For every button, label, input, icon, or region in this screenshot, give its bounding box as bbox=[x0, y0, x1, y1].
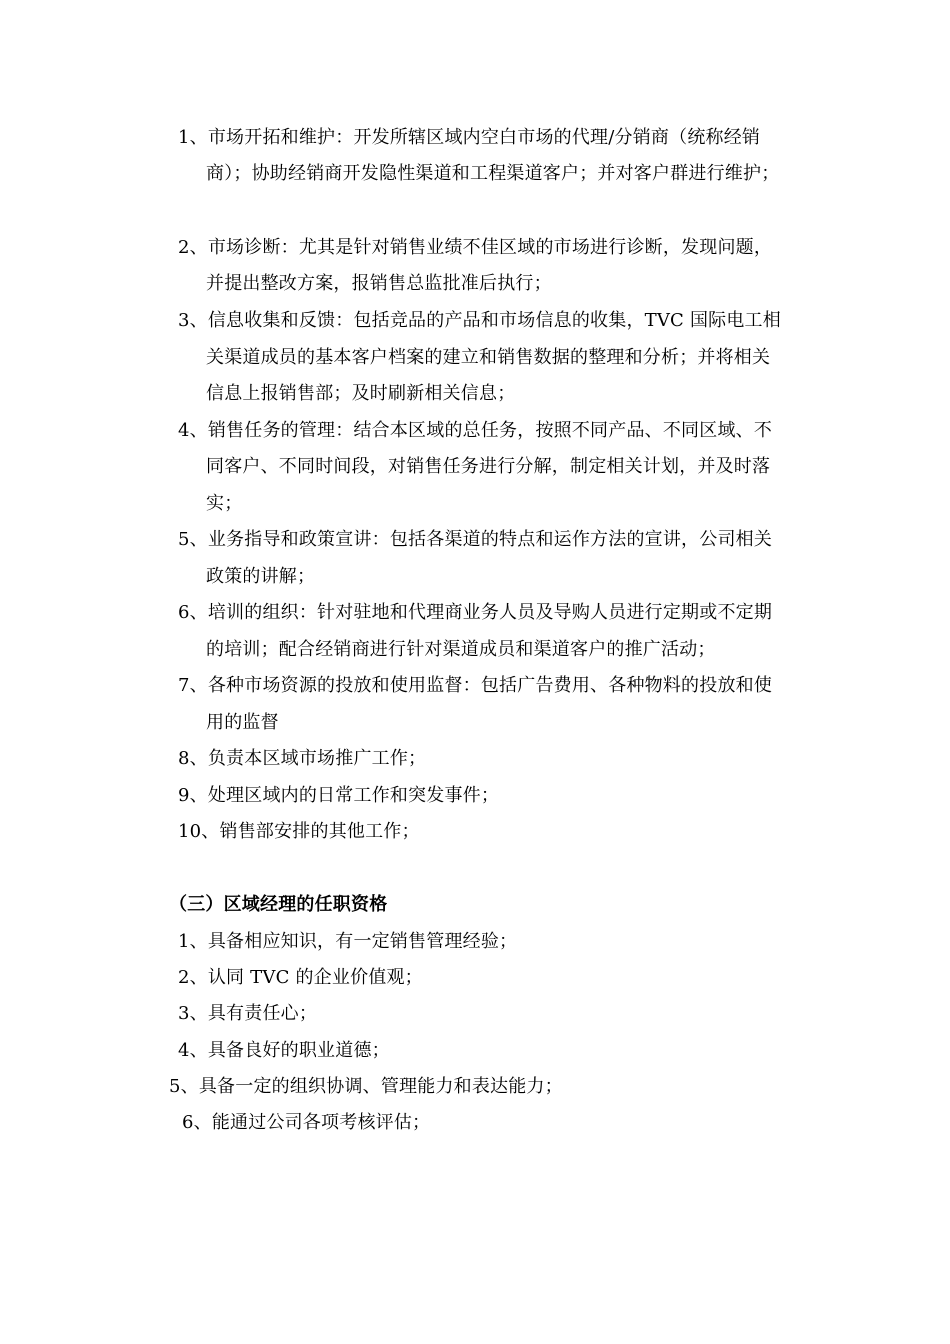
duty-3-line-2: 关渠道成员的基本客户档案的建立和销售数据的整理和分析；并将相关 bbox=[206, 347, 771, 368]
duty-2-line-2: 并提出整改方案，报销售总监批准后执行； bbox=[206, 273, 552, 294]
qualification-5: 5、具备一定的组织协调、管理能力和表达能力； bbox=[169, 1076, 563, 1097]
duty-4-line-1: 4、销售任务的管理：结合本区域的总任务，按照不同产品、不同区域、不 bbox=[178, 420, 773, 441]
duty-1-line-1: 1、市场开拓和维护：开发所辖区域内空白市场的代理/分销商（统称经销 bbox=[178, 127, 761, 148]
duty-1-line-2: 商）；协助经销商开发隐性渠道和工程渠道客户；并对客户群进行维护； bbox=[206, 163, 780, 184]
duty-3-line-3: 信息上报销售部；及时刷新相关信息； bbox=[206, 383, 516, 404]
duty-4-line-3: 实； bbox=[206, 493, 243, 514]
qualification-2: 2、认同 TVC 的企业价值观； bbox=[178, 967, 423, 988]
duty-6-line-2: 的培训；配合经销商进行针对渠道成员和渠道客户的推广活动； bbox=[206, 639, 716, 660]
duty-2-line-1: 2、市场诊断：尤其是针对销售业绩不佳区域的市场进行诊断，发现问题， bbox=[178, 237, 773, 258]
qualification-3: 3、具有责任心； bbox=[178, 1003, 318, 1024]
duty-5-line-2: 政策的讲解； bbox=[206, 566, 316, 587]
duty-8: 8、负责本区域市场推广工作； bbox=[178, 748, 427, 769]
duty-5-line-1: 5、业务指导和政策宣讲：包括各渠道的特点和运作方法的宣讲，公司相关 bbox=[178, 529, 773, 550]
qualification-4: 4、具备良好的职业道德； bbox=[178, 1040, 390, 1061]
qualification-1: 1、具备相应知识，有一定销售管理经验； bbox=[178, 931, 518, 952]
duty-3-line-1: 3、信息收集和反馈：包括竞品的产品和市场信息的收集，TVC 国际电工相 bbox=[178, 310, 781, 331]
duty-9: 9、处理区域内的日常工作和突发事件； bbox=[178, 785, 500, 806]
qualification-6: 6、能通过公司各项考核评估； bbox=[182, 1112, 431, 1133]
duty-4-line-2: 同客户、不同时间段，对销售任务进行分解，制定相关计划，并及时落 bbox=[206, 456, 771, 477]
duty-10: 10、销售部安排的其他工作； bbox=[178, 821, 420, 842]
duty-7-line-1: 7、各种市场资源的投放和使用监督：包括广告费用、各种物料的投放和使 bbox=[178, 675, 773, 696]
duty-7-line-2: 用的监督 bbox=[206, 712, 279, 733]
section-heading-qualifications: （三）区域经理的任职资格 bbox=[169, 894, 388, 915]
duty-6-line-1: 6、培训的组织：针对驻地和代理商业务人员及导购人员进行定期或不定期 bbox=[178, 602, 773, 623]
